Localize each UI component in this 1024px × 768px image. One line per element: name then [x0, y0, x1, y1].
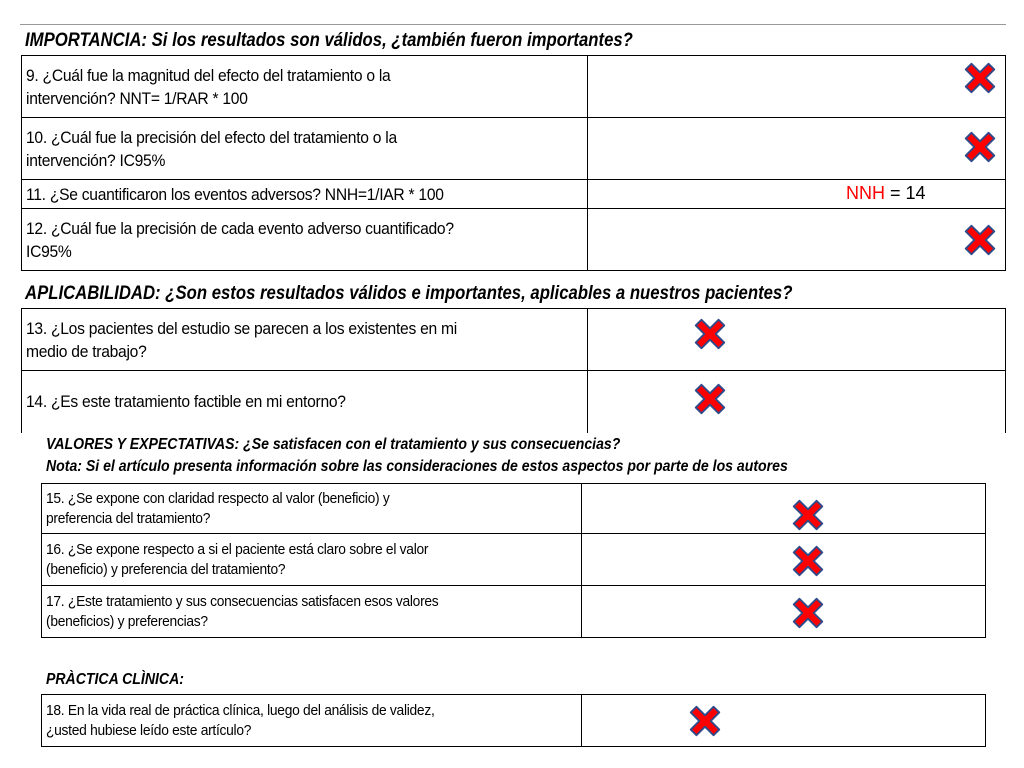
aplicabilidad-table — [21, 308, 1006, 433]
red-x-cross-icon — [686, 702, 724, 740]
question-17: 17. ¿Este tratamiento y sus consecuencias satisfacen esos valores (beneficios) y preferencias? — [42, 586, 582, 638]
question-18: 18. En la vida real de práctica clínica, luego del análisis de validez, ¿usted hubiese leído este artículo? — [42, 695, 582, 747]
red-x-cross-icon — [789, 542, 827, 580]
red-x-cross-icon — [691, 380, 729, 418]
answer-18 — [582, 695, 986, 747]
importancia-table — [21, 55, 1006, 271]
answer-13 — [588, 309, 1006, 371]
red-x-cross-icon — [789, 594, 827, 632]
answer-14 — [588, 371, 1006, 433]
answer-12 — [588, 209, 1006, 271]
question-16: 16. ¿Se expone respecto a si el paciente está claro sobre el valor (beneficio) y preferencia del tratamiento? — [42, 534, 582, 586]
section-heading-practica: PRÀCTICA CLÌNICA: — [46, 671, 184, 688]
question-15: 15. ¿Se expone con claridad respecto al valor (beneficio) y preferencia del tratamiento? — [42, 484, 582, 534]
answer-15 — [582, 484, 986, 534]
question-12: 12. ¿Cuál fue la precisión de cada evento adverso cuantificado? IC95% — [22, 209, 588, 271]
red-x-cross-icon — [961, 128, 999, 166]
answer-17 — [582, 586, 986, 638]
answer-11 — [588, 180, 1006, 209]
question-14: 14. ¿Es este tratamiento factible en mi entorno? — [22, 371, 588, 433]
answer-9 — [588, 56, 1006, 118]
section-note: Nota: Si el artículo presenta información sobre las consideraciones de estos aspectos por parte de los autores — [46, 458, 788, 475]
section-heading-importancia: IMPORTANCIA: Si los resultados son válidos, ¿también fueron importantes? — [25, 30, 633, 51]
top-rule — [20, 24, 1006, 25]
section-heading-valores: VALORES Y EXPECTATIVAS: ¿Se satisfacen con el tratamiento y sus consecuencias? — [46, 436, 621, 453]
red-x-cross-icon — [789, 496, 827, 534]
practica-table — [41, 694, 986, 747]
question-13: 13. ¿Los pacientes del estudio se parecen a los existentes en mi medio de trabajo? — [22, 309, 588, 371]
section-heading-aplicabilidad: APLICABILIDAD: ¿Son estos resultados válidos e importantes, aplicables a nuestros pacientes? — [25, 283, 793, 304]
question-11: 11. ¿Se cuantificaron los eventos adversos? NNH=1/IAR * 100 — [22, 180, 588, 209]
red-x-cross-icon — [961, 221, 999, 259]
red-x-cross-icon — [961, 59, 999, 97]
question-9: 9. ¿Cuál fue la magnitud del efecto del tratamiento o la intervención? NNT= 1/RAR * 100 — [22, 56, 588, 118]
question-10: 10. ¿Cuál fue la precisión del efecto del tratamiento o la intervención? IC95% — [22, 118, 588, 180]
nnh-result: NNH = 14 — [846, 183, 926, 203]
red-x-cross-icon — [691, 315, 729, 353]
valores-table — [41, 483, 986, 638]
answer-10 — [588, 118, 1006, 180]
answer-16 — [582, 534, 986, 586]
